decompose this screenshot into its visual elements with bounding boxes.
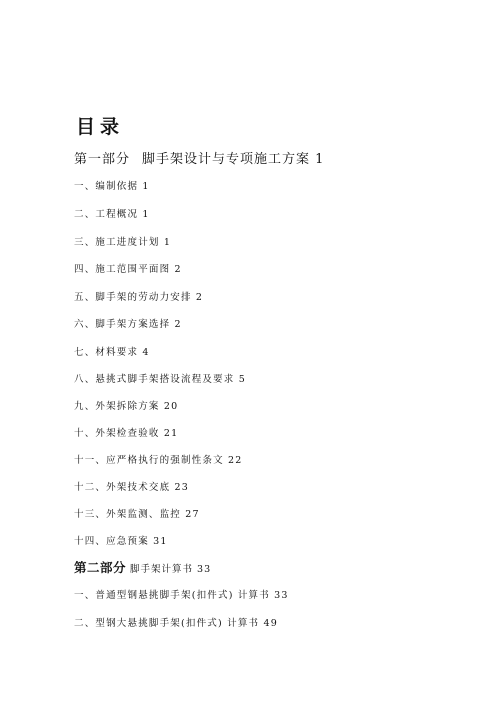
- toc-entry[interactable]: 九、外架拆除方案 20: [74, 401, 179, 412]
- toc-entry[interactable]: 一、编制依据 1: [74, 181, 150, 192]
- toc-entry[interactable]: 十二、外架技术交底 23: [74, 482, 190, 493]
- toc-entry[interactable]: 二、工程概况 1: [74, 209, 150, 220]
- toc-title: 目录: [76, 116, 125, 138]
- toc-entry[interactable]: 十四、应急预案 31: [74, 536, 168, 547]
- part2-label: 第二部分: [74, 560, 127, 575]
- toc-entry[interactable]: 一、普通型钢悬挑脚手架(扣件式) 计算书 33: [74, 590, 289, 601]
- toc-entry[interactable]: 八、悬挑式脚手架搭设流程及要求 5: [74, 374, 246, 385]
- toc-entry[interactable]: 五、脚手架的劳动力安排 2: [74, 292, 204, 303]
- toc-entry[interactable]: 十三、外架监测、监控 27: [74, 509, 200, 520]
- part1-name: 脚手架设计与专项施工方案 1: [142, 152, 325, 167]
- part1-label: 第一部分: [74, 152, 131, 167]
- toc-entry[interactable]: 二、型钢大悬挑脚手架(扣件式) 计算书 49: [74, 618, 278, 629]
- toc-entry[interactable]: 三、施工进度计划 1: [74, 237, 172, 248]
- toc-entry[interactable]: 四、施工范围平面图 2: [74, 264, 182, 275]
- toc-entry[interactable]: 十一、应严格执行的强制性条文 22: [74, 455, 243, 466]
- part2-heading[interactable]: [74, 559, 211, 579]
- part2-name: 脚手架计算书 33: [130, 564, 212, 575]
- part1-heading[interactable]: [74, 151, 324, 169]
- toc-entry[interactable]: 七、材料要求 4: [74, 347, 150, 358]
- toc-entry[interactable]: 六、脚手架方案选择 2: [74, 319, 182, 330]
- toc-entry[interactable]: 十、外架检查验收 21: [74, 428, 179, 439]
